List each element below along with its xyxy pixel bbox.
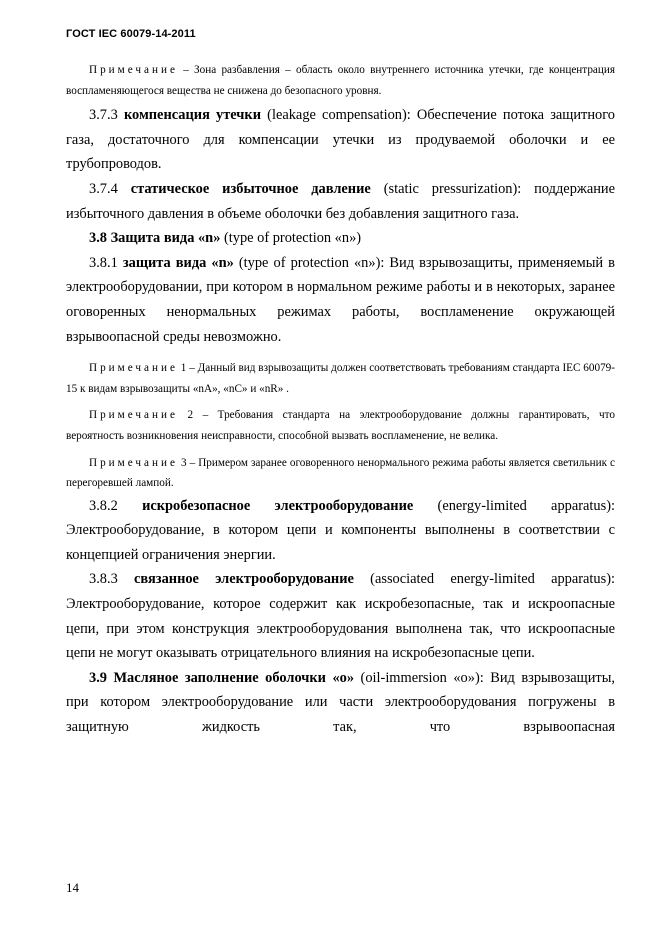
section-3-9 [66, 666, 615, 740]
note-text: – Зона разбавления – область около внутреннего источника утечки, где концентрация воспламеняющегося вещества не снижена до безопасного уровня. [66, 64, 615, 97]
page-number: 14 [66, 880, 79, 895]
note-text: 1 – Данный вид взрывозащиты должен соответствовать требованиям стандарта IEC 60079-15 к видам взрывозащиты «nA», «nC» и «nR» . [66, 362, 615, 395]
section-3-8-heading [66, 226, 615, 251]
clause-number: 3.8.3 [89, 571, 135, 588]
clause-3-8-2 [66, 494, 615, 568]
clause-number: 3.8.1 [89, 254, 123, 271]
clause-number: 3.7.3 [89, 107, 124, 124]
clause-number: 3.8.2 [89, 497, 143, 514]
section-text: (oil-immersion «о»): Вид взрывозащиты, при котором электрооборудование или части электрооборудования погружены в защитную жидкость так, что взрывоопасная [66, 669, 615, 736]
note-label: Примечание [89, 362, 178, 375]
clause-term: искробезопасное электрооборудование [142, 497, 414, 514]
section-title: 3.9 Масляное заполнение оболочки «о» [89, 669, 355, 686]
clause-number: 3.7.4 [89, 180, 131, 197]
clause-3-7-3 [66, 103, 615, 177]
note-text: 2 – Требования стандарта на электрооборудование должны гарантировать, что вероятность возникновения неисправности, способной вызвать воспламенение, не велика. [66, 409, 615, 442]
clause-term: связанное электрооборудование [134, 571, 354, 588]
note-dilution-zone [66, 60, 615, 101]
clause-text: (static pressurization): поддержание избыточного давления в объеме оболочки без добавления защитного газа. [66, 180, 616, 222]
clause-term: защита вида «n» [122, 254, 234, 271]
clause-text: (associated energy-limited apparatus): Электрооборудование, которое содержит как искробезопасные, так и искроопасные цепи, при этом конструкция электрооборудования выполнена так, что искроопасные цепи не могут оказывать отрицательного влияния на искробезопасные цепи. [66, 571, 616, 662]
section-subtitle: (type of protection «n») [220, 230, 362, 247]
section-title: 3.8 Защита вида «n» [89, 230, 221, 247]
clause-term: статическое избыточное давление [130, 180, 371, 197]
note-text: 3 – Примером заранее оговоренного ненормального режима работы является светильник с перегоревшей лампой. [66, 456, 615, 490]
page-body [66, 60, 615, 740]
clause-3-7-4 [66, 177, 615, 226]
clause-3-8-1 [66, 251, 615, 349]
clause-text: (type of protection «n»): Вид взрывозащиты, применяемый в электрооборудовании, при котором в нормальном режиме работы и в некоторых, заранее оговоренных ненормальных режимах работы, воспламенение окружающей взрывоопасной среды невозможно. [66, 254, 615, 345]
clause-term: компенсация утечки [123, 107, 262, 124]
document-header: ГОСТ IEC 60079-14-2011 [66, 28, 196, 40]
note-2 [66, 405, 615, 446]
clause-3-8-3 [66, 567, 615, 665]
note-label: Примечание [89, 64, 178, 76]
note-label: Примечание [89, 409, 178, 422]
note-3 [66, 453, 615, 494]
note-label: Примечание [89, 456, 178, 469]
clause-text: (leakage compensation): Обеспечение потока защитного газа, достаточного для компенсации утечки из продуваемой оболочки и ее трубопроводов. [66, 107, 615, 173]
note-1 [66, 358, 615, 399]
clause-text: (energy-limited apparatus): Электрооборудование, в котором цепи и компоненты выполнены в соответствии с концепцией ограничения энергии. [66, 497, 615, 563]
